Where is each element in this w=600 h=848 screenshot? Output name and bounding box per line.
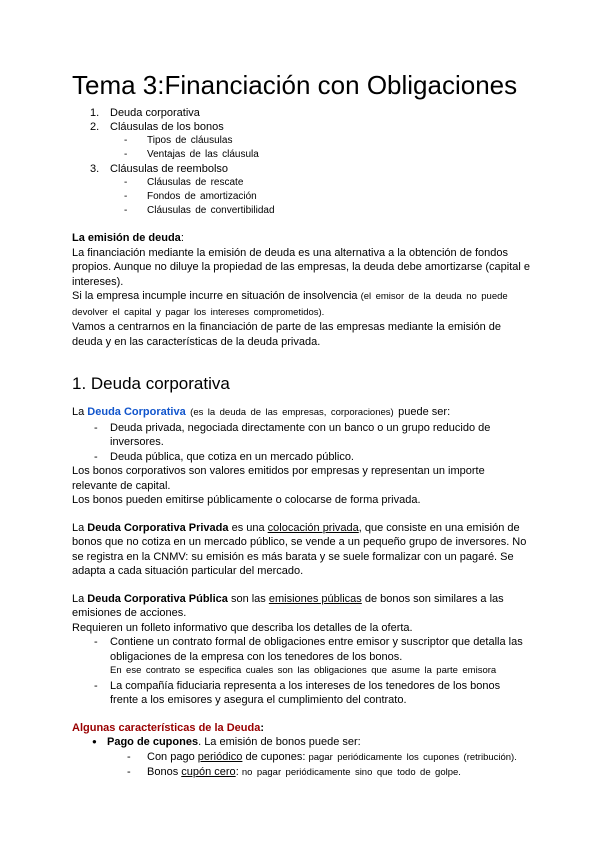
paragraph-text: Si la empresa incumple incurre en situación de insolvencia <box>72 290 361 302</box>
section-deuda-privada <box>72 521 530 579</box>
dash-bullet: - <box>124 177 128 188</box>
list-item <box>72 421 530 450</box>
dash-bullet: - <box>124 135 128 146</box>
dash-bullet: - <box>94 450 98 463</box>
paragraph: Los bonos corporativos son valores emitidos por empresas y representan un importe relevante de capital. <box>72 465 485 492</box>
term-pago-de-cupones: Pago de cupones <box>107 736 199 748</box>
dash-bullet: - <box>124 205 128 216</box>
list-item <box>72 450 530 465</box>
term-deuda-corporativa-publica: Deuda Corporativa Pública <box>87 592 228 605</box>
outline-subitem <box>72 176 530 190</box>
outline-subitem <box>72 190 530 204</box>
list-item-text <box>107 735 530 750</box>
paragraph: Los bonos pueden emitirse públicamente o colocarse de forma privada. <box>72 494 421 506</box>
list-item-text: Deuda pública, que cotiza en un mercado público. <box>110 450 354 463</box>
paragraph: Requieren un folleto informativo que describa los detalles de la oferta. <box>72 621 413 634</box>
paragraph-text: son las <box>227 592 269 605</box>
section-deuda-publica <box>72 592 530 708</box>
outline-list <box>72 106 530 218</box>
list-subitem-text <box>147 765 530 781</box>
outline-subitem <box>72 148 530 162</box>
outline-subitem-label: Fondos de amortización <box>147 191 257 202</box>
term-deuda-corporativa: Deuda Corporativa <box>87 406 186 418</box>
outline-subitem <box>72 204 530 218</box>
heading-colon: : <box>260 721 264 734</box>
dash-bullet: - <box>127 766 131 778</box>
paragraph-text: Con pago <box>147 750 198 763</box>
section-deuda-corporativa <box>72 405 530 508</box>
outline-item-label: Cláusulas de reembolso <box>110 163 229 175</box>
outline-item-label: Deuda corporativa <box>110 107 200 119</box>
outline-subitem-label: Cláusulas de convertibilidad <box>147 205 275 216</box>
dash-bullet: - <box>94 679 98 692</box>
subsection-heading <box>72 231 530 246</box>
outline-item <box>72 106 530 120</box>
paragraph-text: es una <box>228 521 268 534</box>
list-item <box>72 735 530 750</box>
dash-bullet: - <box>124 149 128 160</box>
list-subitem-text <box>147 750 530 766</box>
list-subitem <box>72 765 530 781</box>
underlined-term: colocación privada <box>267 521 359 534</box>
outline-subitem-label: Ventajas de las cláusula <box>147 149 259 160</box>
paragraph-text: La <box>72 406 88 418</box>
paragraph-text: puede ser: <box>398 406 451 418</box>
paragraph-text: Bonos <box>147 766 182 778</box>
paragraph <box>72 289 530 320</box>
underlined-term: emisiones públicas <box>268 592 362 605</box>
outline-item <box>72 162 530 176</box>
paragraph-text: , que consiste en una emisión de bonos que no cotiza en un mercado público, se vende a un pequeño grupo de inversores. No se registra en la CNMV: su emisión es más barata y se suele formalizar con un pagaré. Se adapta a cada situación particular del mercado. <box>72 521 527 577</box>
list-item-text: La compañía fiduciaria representa a los intereses de los tenedores de los bonos frente a los emisores y asegura el cumplimiento del contrato. <box>110 679 501 706</box>
list-subitem <box>72 750 530 766</box>
paragraph-note: no pagar periódicamente sino que todo de golpe. <box>241 767 461 778</box>
dash-bullet: - <box>94 421 98 434</box>
heading-colon: : <box>180 232 184 244</box>
paragraph <box>72 592 530 621</box>
paragraph-text: de cupones: <box>242 750 309 763</box>
page-title: Tema 3:Financiación con Obligaciones <box>72 70 518 100</box>
outline-item-number: 1. <box>90 107 100 119</box>
outline-subitem <box>72 134 530 148</box>
section-emision-deuda <box>72 231 530 349</box>
paragraph-note: pagar periódicamente los cupones (retribución). <box>308 751 517 763</box>
subsection-heading-text: La emisión de deuda <box>72 232 181 244</box>
outline-item-number: 2. <box>90 121 100 133</box>
paragraph-text: : <box>235 766 242 778</box>
section-heading-deuda-corporativa: 1. Deuda corporativa <box>72 374 230 393</box>
outline-subitem-label: Cláusulas de rescate <box>147 177 244 188</box>
disc-bullet: ● <box>92 737 97 746</box>
list-item-note: En ese contrato se especifica cuales son las obligaciones que asume la parte emisora <box>110 665 497 676</box>
paragraph <box>72 405 530 421</box>
paragraph-note: (el emisor de la deuda no puede devolver el capital y pagar los intereses comprometidos). <box>72 291 508 318</box>
paragraph-text: de bonos son similares a las emisiones de acciones. <box>72 592 504 619</box>
list-item <box>72 635 530 664</box>
dash-bullet: - <box>94 636 98 648</box>
outline-item-number: 3. <box>90 163 100 175</box>
dash-bullet: - <box>124 191 128 202</box>
subsection-heading-text: Algunas características de la Deuda <box>72 721 261 734</box>
underlined-term: cupón cero <box>181 766 236 778</box>
section-caracteristicas <box>72 721 530 781</box>
outline-item <box>72 120 530 134</box>
underlined-term: periódico <box>197 750 243 763</box>
paragraph-note: (es la deuda de las empresas, corporaciones) <box>185 407 399 418</box>
paragraph-text: . La emisión de bonos puede ser: <box>198 736 361 748</box>
outline-subitem-label: Tipos de cláusulas <box>147 135 233 146</box>
paragraph: Vamos a centrarnos en la financiación de parte de las empresas mediante la emisión de deuda y en las características de la deuda privada. <box>72 321 502 348</box>
paragraph: La financiación mediante la emisión de deuda es una alternativa a la obtención de fondos propios. Aunque no diluye la propiedad de las empresas, la deuda debe amortizarse (capital e intereses). <box>72 246 531 288</box>
list-item-text: Contiene un contrato formal de obligaciones entre emisor y suscriptor que detalla las obligaciones de la empresa con los tenedores de los bonos. <box>110 636 523 663</box>
paragraph-text: La <box>72 592 88 605</box>
paragraph-text: La <box>72 521 88 534</box>
paragraph <box>72 521 530 579</box>
list-item-text: Deuda privada, negociada directamente con un banco o un grupo reducido de inversores. <box>110 421 491 448</box>
list-item <box>72 679 530 708</box>
term-deuda-corporativa-privada: Deuda Corporativa Privada <box>87 521 229 534</box>
dash-bullet: - <box>127 750 131 763</box>
subsection-heading <box>72 721 530 736</box>
outline-item-label: Cláusulas de los bonos <box>110 121 224 133</box>
